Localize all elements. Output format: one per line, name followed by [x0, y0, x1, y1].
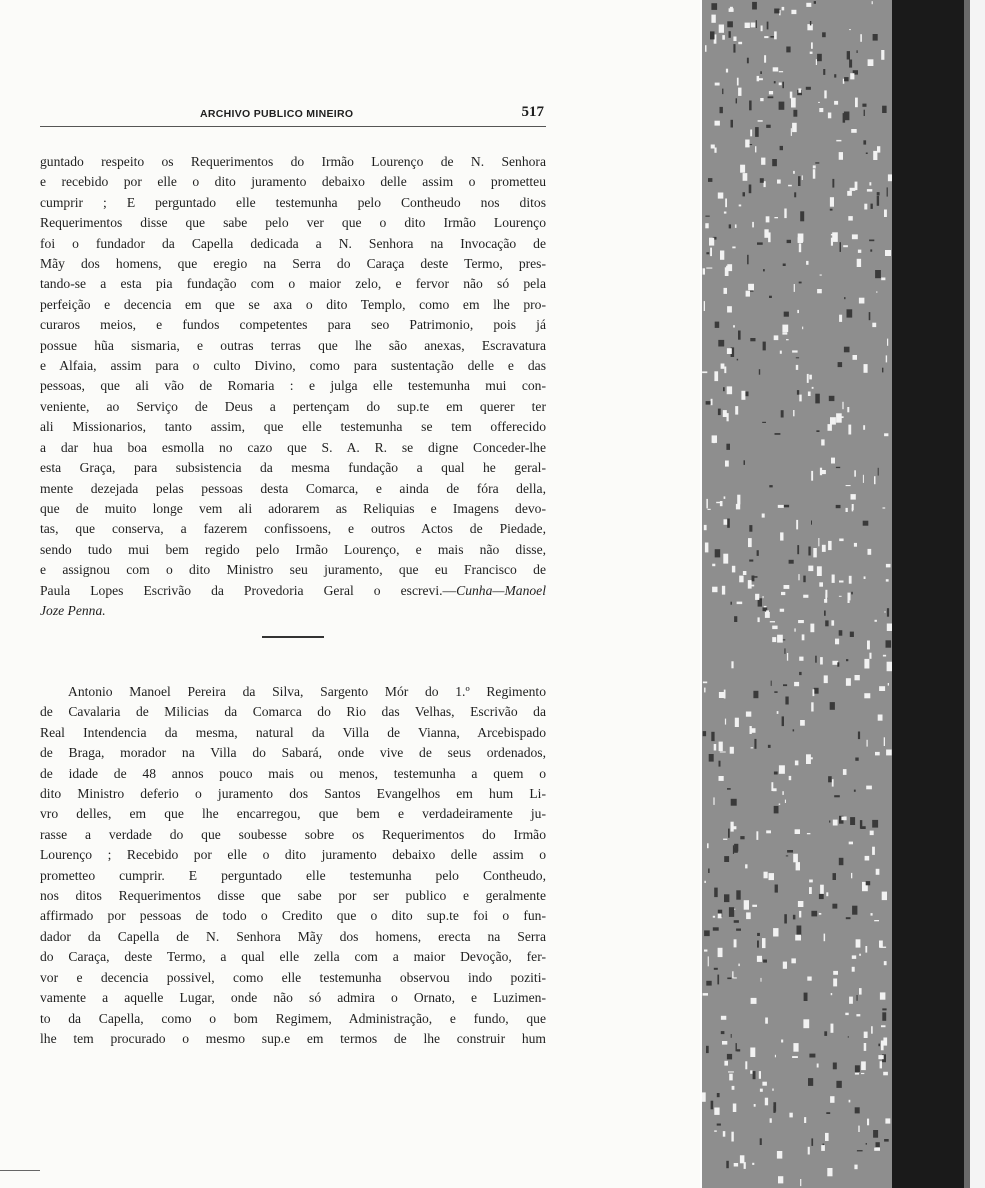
text-line-with-signature	[40, 581, 546, 601]
text-line: vro delles, em que lhe encarregou, que bem e verdadeiramente ju-	[40, 806, 546, 822]
text-line: veniente, ao Serviço de Deus a pertençam do sup.te em querer ter	[40, 398, 546, 414]
text-line: guntado respeito os Requerimentos do Irmão Lourenço de N. Senhora	[40, 154, 546, 169]
text-line: do Caraça, deste Termo, a qual elle zella com a maior Devoção, fer-	[40, 949, 546, 965]
text-line: pessoas, que ali vão de Romaria : e julga elle testemunha mui con-	[40, 378, 546, 394]
text-line: tas, que conserva, a fazerem confissoens, e outros Actos de Piedade,	[40, 521, 546, 537]
text-line: vor e decencia possivel, como elle testemunha observou indo poziti-	[40, 969, 546, 985]
text-line: lhe tem procurado o mesmo sup.e em termos de lhe construir hum	[40, 1030, 546, 1046]
running-header	[40, 104, 546, 127]
text-line: nos ditos Requerimentos disse que sabe por ser publico e geralmente	[40, 888, 546, 904]
text-line: Antonio Manoel Pereira da Silva, Sargento Mór do 1.º Regimento	[68, 684, 546, 699]
text-line: que de muito longe vem ali adorarem as Reliquias e Imagens devo-	[40, 500, 546, 516]
text-line: foi o fundador da Capella dedicada a N. Senhora na Invocação de	[40, 235, 546, 251]
text-line: dador da Capella de N. Senhora Mãy dos homens, erecta na Serra	[40, 928, 546, 944]
text-line: rasse a verdade do que soubesse sobre os Requerimentos do Irmão	[40, 826, 546, 842]
text-line: to da Capella, como o bom Regimem, Administração, e fundo, que	[40, 1010, 546, 1026]
text-line: sendo tudo mui bem regido pelo Irmão Lourenço, e mais não disse,	[40, 541, 546, 557]
text-line: Mãy dos homens, que eregio na Serra do Caraça deste Termo, pres-	[40, 256, 546, 272]
text-line: a dar hua boa esmolla no cazo que S. A. R. se digne Conceder-lhe	[40, 439, 546, 455]
text-line: ali Missionarios, tanto assim, que elle testemunha se tem offerecido	[40, 419, 546, 435]
text-line: Requerimentos disse que sabe pelo ver que o dito Irmão Lourenço	[40, 215, 546, 231]
section-separator	[262, 636, 324, 638]
page-number: 517	[521, 104, 544, 120]
text-line: e Alfaia, assim para o culto Divino, como para sustentação delle e das	[40, 358, 546, 374]
text-line: vamente a aquelle Lugar, onde não só admira o Ornato, e Luzimen-	[40, 990, 546, 1006]
text-line: e recebido por elle o dito juramento debaixo delle assim o prometteu	[40, 174, 546, 190]
paragraph-testimony-1	[40, 152, 546, 621]
signature-line-1: Cunha—Manoel	[456, 582, 546, 598]
scan-margin-mark	[0, 1170, 40, 1171]
closing-text: Paula Lopes Escrivão da Provedoria Geral o escrevi.—	[40, 582, 457, 598]
text-line: dito Ministro deferio o juramento dos Santos Evangelhos em hum Li-	[40, 786, 546, 802]
text-line: mente dezejada pelas pessoas desta Comarca, e ainda de fóra della,	[40, 480, 546, 496]
text-line: affirmado por pessoas de todo o Credito que o dito sup.te foi o fun-	[40, 908, 546, 924]
running-title: ARCHIVO PUBLICO MINEIRO	[200, 108, 354, 120]
text-line: de Cavalaria de Milicias da Comarca do Rio das Velhas, Escrivão da	[40, 704, 546, 720]
text-line: de idade de 48 annos pouco mais ou menos, testemunha a quem o	[40, 765, 546, 781]
text-line: cumprir ; E perguntado elle testemunha pelo Contheudo nos ditos	[40, 194, 546, 210]
paragraph-testimony-2	[40, 682, 546, 1049]
text-line: curaros meios, e fundos competentes para seo Patrimonio, pois já	[40, 317, 546, 333]
text-line: tando-se a esta pia fundação com o maior zelo, e fervor não só pela	[40, 276, 546, 292]
text-line: perfeição e decencia em que se axa o dito Templo, como em lhe pro-	[40, 296, 546, 312]
scanned-book-edge	[700, 0, 985, 1188]
text-line: e assignou com o dito Ministro seu juramento, que eu Francisco de	[40, 562, 546, 578]
text-line: prometteo cumprir. E perguntado elle testemunha pelo Contheudo,	[40, 867, 546, 883]
text-line: de Braga, morador na Villa do Sabará, onde vive de seus ordenados,	[40, 745, 546, 761]
text-line: possue hũa sismaria, e outras terras que lhe são anexas, Escravatura	[40, 337, 546, 353]
signature-line-2: Joze Penna.	[40, 602, 106, 618]
text-line: Lourenço ; Recebido por elle o dito juramento debaixo delle assim o	[40, 847, 546, 863]
text-line: Real Intendencia da mesma, natural da Villa de Vianna, Arcebispado	[40, 724, 546, 740]
text-line: esta Graça, para subsistencia da mesma fundação a qual he geral-	[40, 460, 546, 476]
